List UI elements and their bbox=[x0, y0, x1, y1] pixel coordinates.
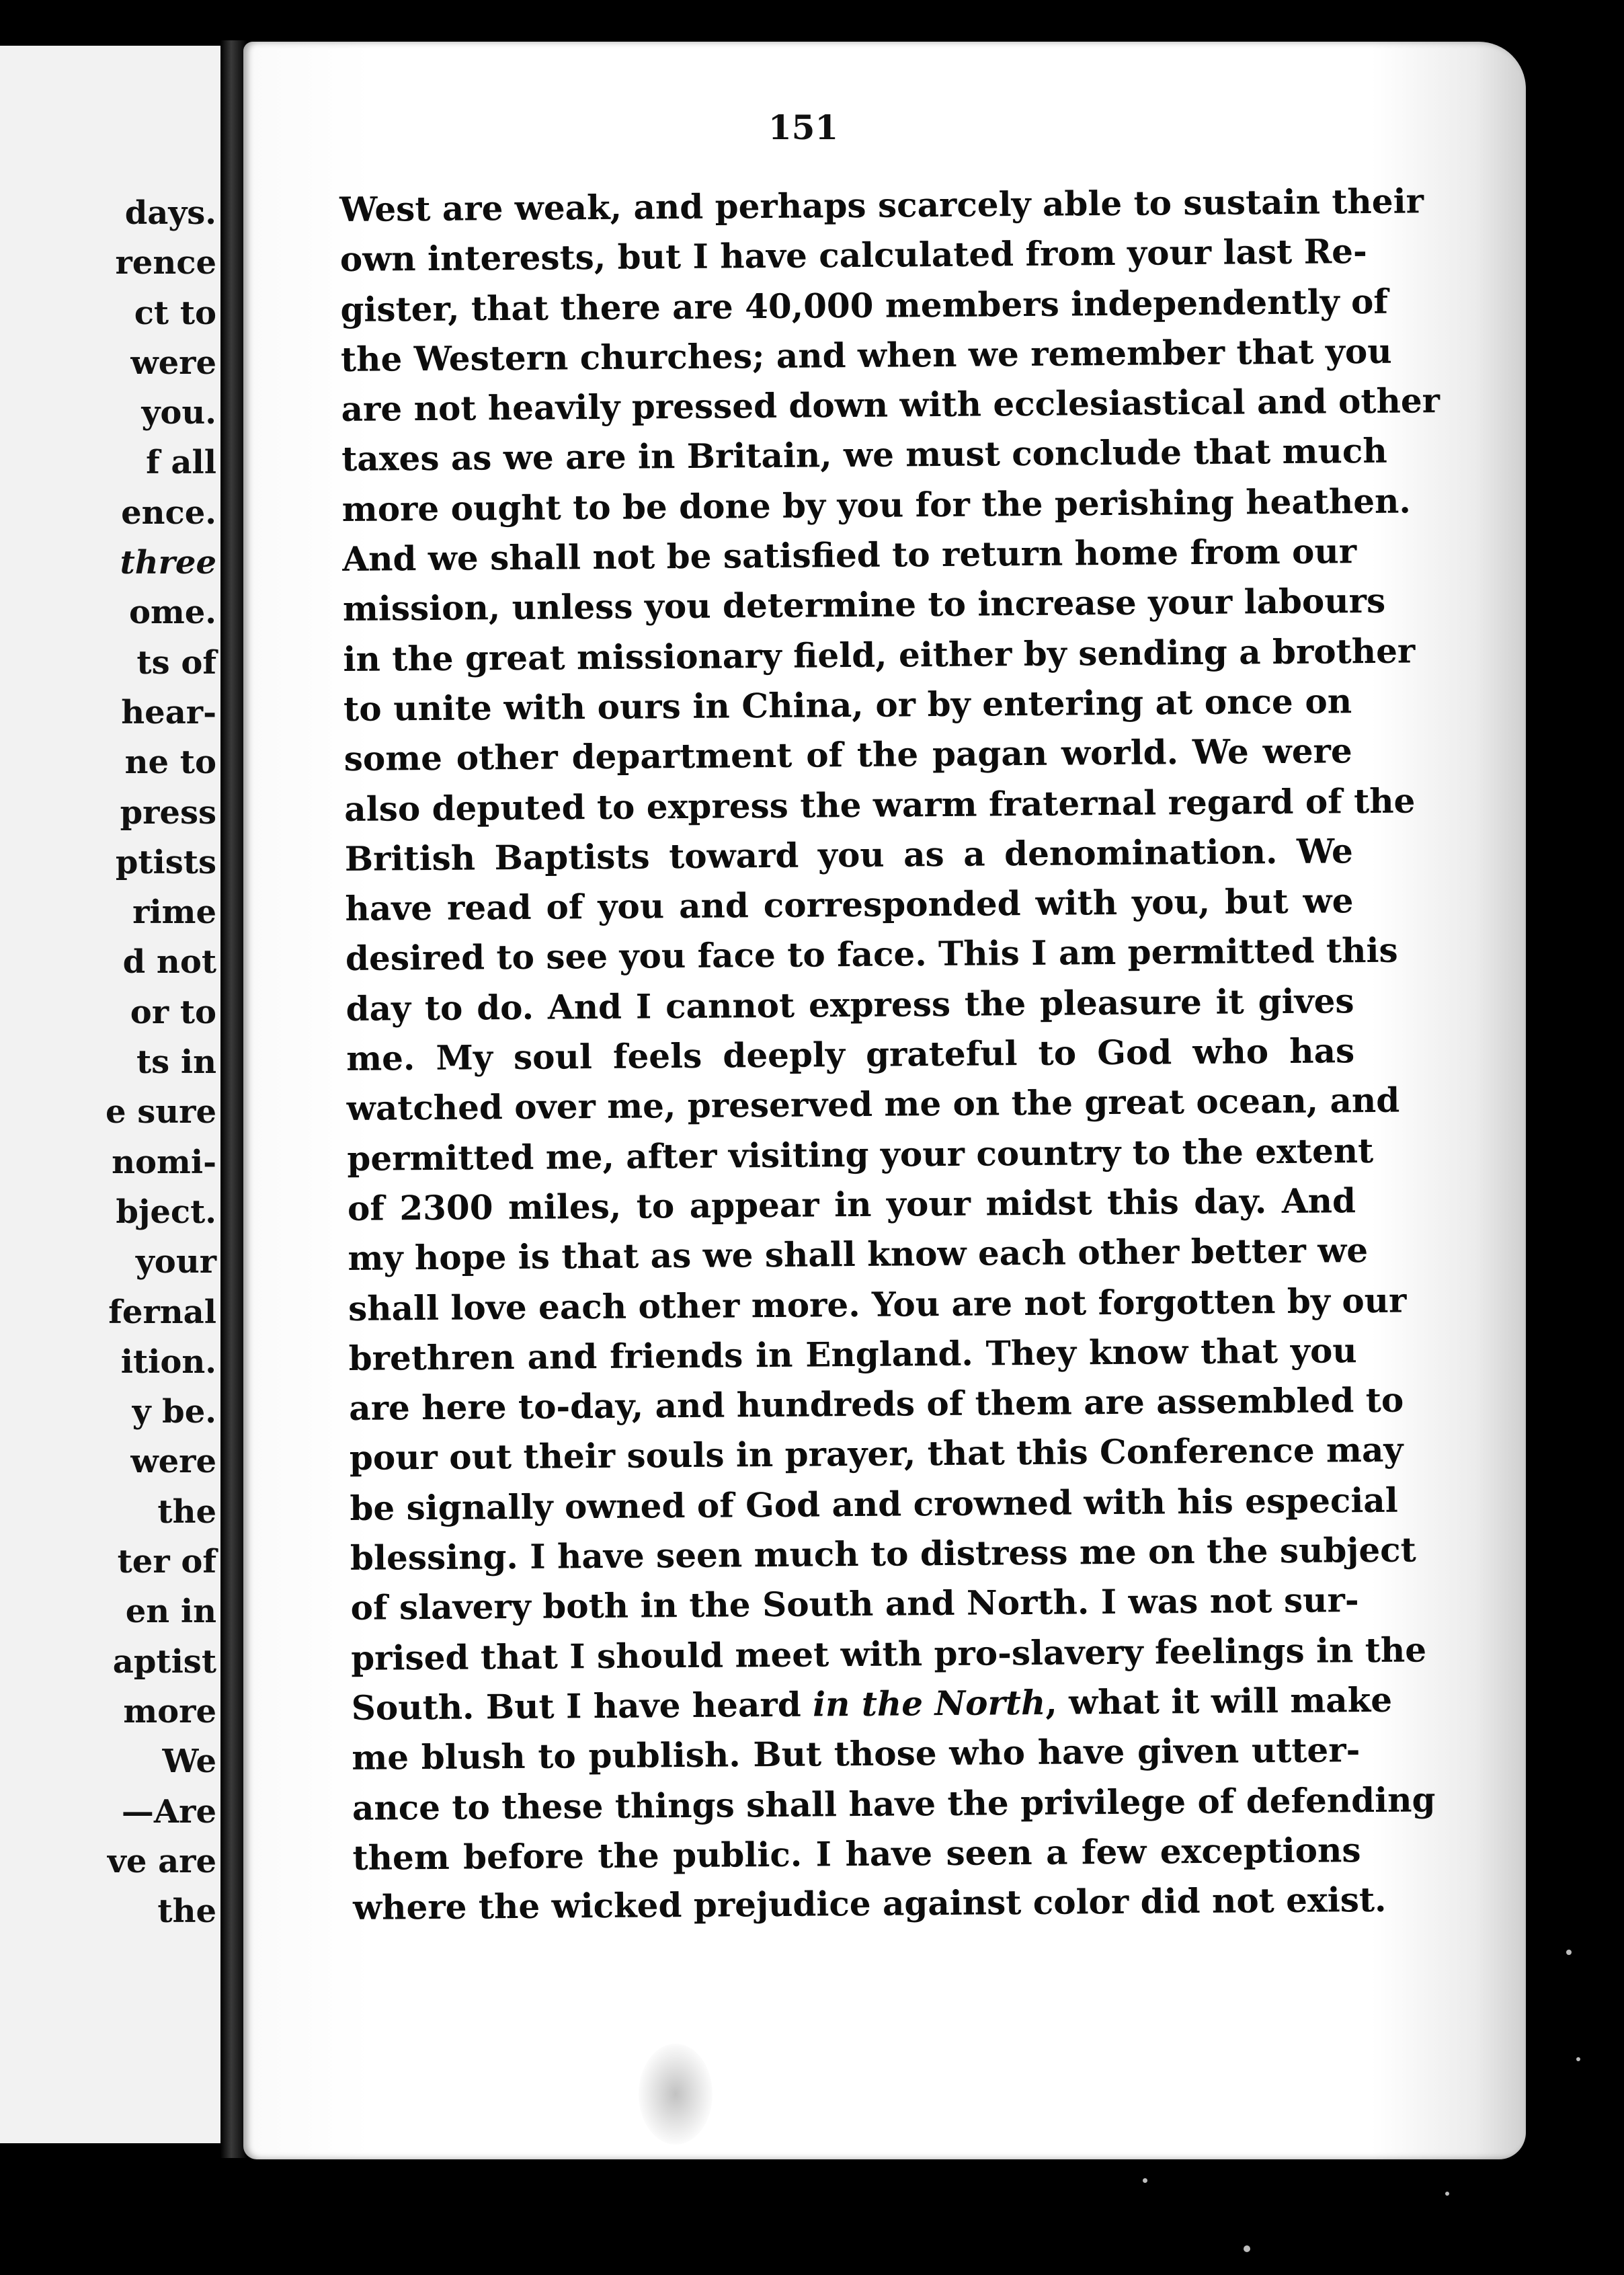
text-segment: , what it will make bbox=[1045, 1679, 1393, 1722]
left-page-line-fragment: more bbox=[123, 1692, 216, 1730]
ink-smudge bbox=[639, 2044, 713, 2145]
text-line: of slavery both in the South and North. I was not sur- bbox=[350, 1580, 1359, 1628]
text-line: shall love each other more. You are not forgotten by our bbox=[348, 1280, 1407, 1328]
left-page-line-fragment: your bbox=[135, 1243, 216, 1281]
left-page-line-fragment: ve are bbox=[107, 1842, 216, 1880]
page-body-text bbox=[339, 177, 1440, 1933]
left-page-line-fragment: en in bbox=[125, 1593, 216, 1631]
text-line: desired to see you face to face. This I am permitted this bbox=[345, 930, 1398, 979]
left-page-line-fragment: nomi- bbox=[112, 1143, 216, 1181]
left-page-line-fragment: ts of bbox=[136, 643, 216, 682]
text-segment: South. But I have heard bbox=[351, 1684, 813, 1728]
text-line: me blush to publish. But those who have given utter- bbox=[352, 1730, 1361, 1778]
left-page-text-fragments bbox=[0, 188, 229, 1936]
left-page-line-fragment: ts in bbox=[136, 1043, 216, 1082]
text-line: in the great missionary field, either by sending a brother bbox=[343, 631, 1416, 679]
text-line: where the wicked prejudice against color did not exist. bbox=[352, 1879, 1387, 1928]
left-page-line-fragment: or to bbox=[130, 993, 216, 1031]
text-line: watched over me, preserved me on the great ocean, and bbox=[346, 1080, 1400, 1129]
text-line: me. My soul feels deeply grateful to God who has bbox=[346, 1031, 1355, 1079]
text-line: day to do. And I cannot express the pleasure it gives bbox=[346, 980, 1354, 1029]
text-line: more ought to be done by you for the perishing heathen. bbox=[341, 481, 1411, 529]
text-line: be signally owned of God and crowned with his especial bbox=[350, 1480, 1398, 1528]
left-page-line-fragment: ter of bbox=[117, 1543, 216, 1581]
left-page-line-fragment: ome. bbox=[128, 594, 216, 632]
text-line: blessing. I have seen much to distress me on the subject bbox=[350, 1529, 1416, 1578]
text-line: of 2300 miles, to appear in your midst this day. And bbox=[347, 1181, 1356, 1228]
left-page-line-fragment: three bbox=[120, 544, 216, 582]
text-line: brethren and friends in England. They know that you bbox=[348, 1330, 1357, 1378]
text-line: permitted me, after visiting your country to the extent bbox=[347, 1130, 1374, 1179]
left-page-line-fragment: ition. bbox=[120, 1343, 216, 1381]
dust-speck bbox=[1576, 2057, 1580, 2061]
text-line: also deputed to express the warm fraternal regard of the bbox=[344, 781, 1416, 829]
left-page-line-fragment: the bbox=[157, 1492, 216, 1531]
left-page-line-fragment: hear- bbox=[121, 693, 216, 731]
left-page-line-fragment: bject. bbox=[116, 1193, 216, 1231]
left-page-line-fragment: were bbox=[130, 344, 216, 382]
page-number: 151 bbox=[768, 108, 839, 147]
text-line: British Baptists toward you as a denomination. We bbox=[344, 831, 1354, 879]
dust-speck bbox=[1143, 2178, 1147, 2183]
left-page-line-fragment: e sure bbox=[106, 1093, 216, 1131]
left-page-line-fragment: were bbox=[130, 1443, 216, 1481]
left-page-line-fragment: ence. bbox=[121, 493, 216, 532]
text-line: some other department of the pagan world. We were bbox=[343, 731, 1352, 779]
text-line: West are weak, and perhaps scarcely able to sustain their bbox=[339, 181, 1424, 229]
text-line: pour out their souls in prayer, that this Conference may bbox=[349, 1430, 1404, 1478]
left-page-line-fragment: the bbox=[157, 1892, 216, 1931]
left-page-line-fragment: ne to bbox=[124, 744, 216, 782]
text-line: my hope is that as we shall know each other better we bbox=[348, 1230, 1369, 1279]
text-line: gister, that there are 40,000 members independently of bbox=[340, 281, 1389, 329]
text-line: the Western churches; and when we remember that you bbox=[340, 331, 1392, 379]
left-page-line-fragment: days. bbox=[124, 194, 216, 232]
left-page-line-fragment: y be. bbox=[132, 1393, 216, 1431]
left-page-line-fragment: —Are bbox=[121, 1792, 216, 1831]
left-page-line-fragment: you. bbox=[141, 394, 216, 432]
italic-emphasis: in the North bbox=[812, 1682, 1046, 1724]
left-page-line-fragment: rence bbox=[115, 244, 216, 282]
text-line: to unite with ours in China, or by entering at once on bbox=[343, 681, 1352, 729]
dust-speck bbox=[1445, 2192, 1449, 2196]
text-line: prised that I should meet with pro-slavery feelings in the bbox=[350, 1629, 1427, 1678]
left-page-line-fragment: ct to bbox=[134, 294, 216, 332]
text-line: taxes as we are in Britain, we must conclude that much bbox=[341, 431, 1387, 479]
left-page-line-fragment: We bbox=[162, 1743, 216, 1781]
text-line: mission, unless you determine to increase your labours bbox=[342, 581, 1386, 629]
text-line: ance to these things shall have the privilege of defending bbox=[352, 1779, 1436, 1828]
text-line: are not heavily pressed down with ecclesiastical and other bbox=[341, 381, 1440, 430]
left-page-line-fragment: f all bbox=[146, 444, 216, 482]
dust-speck bbox=[1566, 1950, 1572, 1955]
left-page-line-fragment: d not bbox=[122, 943, 216, 982]
text-line: are here to-day, and hundreds of them are assembled to bbox=[349, 1380, 1404, 1429]
text-line bbox=[351, 1675, 1393, 1733]
text-line: have read of you and corresponded with you, but we bbox=[345, 881, 1354, 929]
left-page-line-fragment: rime bbox=[132, 893, 216, 932]
text-line: own interests, but I have calculated from your last Re- bbox=[339, 231, 1367, 280]
left-page-line-fragment: aptist bbox=[112, 1642, 216, 1681]
left-page-line-fragment: press bbox=[120, 793, 216, 832]
left-page-line-fragment: fernal bbox=[108, 1293, 216, 1331]
text-line: And we shall not be satisfied to return home from our bbox=[342, 531, 1357, 580]
text-line: them before the public. I have seen a few exceptions bbox=[352, 1829, 1361, 1878]
left-facing-page bbox=[0, 46, 238, 2143]
left-page-line-fragment: ptists bbox=[115, 843, 216, 881]
dust-speck bbox=[1244, 2245, 1250, 2252]
